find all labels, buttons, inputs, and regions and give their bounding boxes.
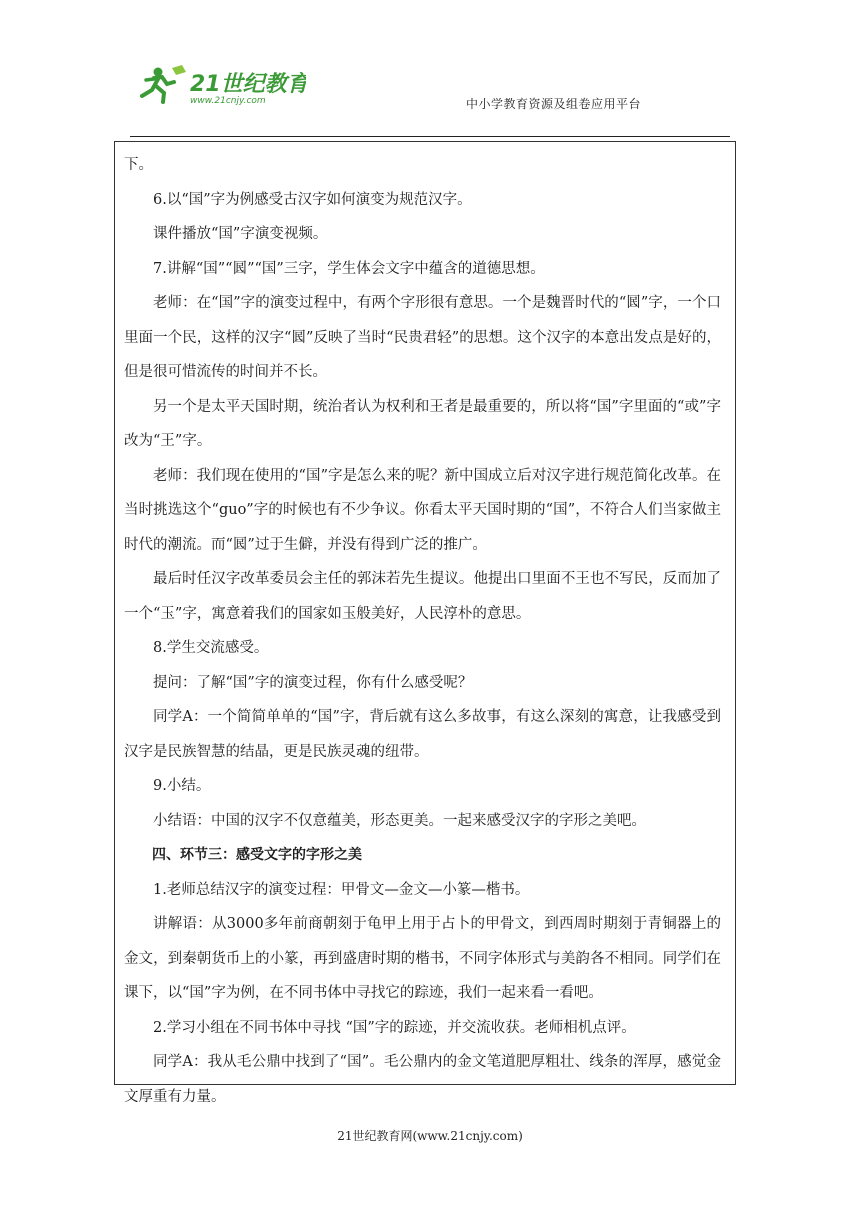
content-paragraph: 提问：了解“国”字的演变过程，你有什么感受呢？ [153,674,473,691]
logo-url: www.21cnjy.com [190,96,266,106]
logo-text: 21世纪教育 [190,72,306,97]
content-paragraph: 小结语：中国的汉字不仅意蕴美，形态更美。一起来感受汉字的字形之美吧。 [153,812,646,829]
content-paragraph: 老师：在“国”字的演变过程中，有两个字形很有意思。一个是魏晋时代的“囻”字，一个口里面一个民，这样的汉字“囻”反映了当时“民贵君轻”的思想。这个汉字的本意出发点是好的，但是很可惜流传的时间并不长。 [124,295,721,380]
content-paragraph: 最后时任汉字改革委员会主任的郭沫若先生提议。他提出口里面不王也不写民，反而加了一个“玉”字，寓意着我们的国家如玉般美好，人民淳朴的意思。 [124,571,721,622]
page-footer: 21世纪教育网(www.21cnjy.com) [337,1129,523,1143]
content-paragraph: 同学A：我从毛公鼎中找到了“国”。毛公鼎内的金文笔道肥厚粗壮、线条的浑厚，感觉金文厚重有力量。 [124,1054,721,1105]
content-paragraph: 2.学习小组在不同书体中寻找 “国”字的踪迹，并交流收获。老师相机点评。 [153,1019,636,1036]
content-paragraph: 9.小结。 [153,778,211,794]
lesson-content-table [114,141,736,1105]
content-paragraph: 7.讲解“国”“囻”“国”三字，学生体会文字中蕴含的道德思想。 [153,260,545,277]
content-paragraph: 老师：我们现在使用的“国”字是怎么来的呢？新中国成立后对汉字进行规范简化改革。在当时挑选这个“guo”字的时候也有不少争议。你看太平天国时期的“国”，不符合人们当家做主时代的潮流。而“囻”过于生僻，并没有得到广泛的推广。 [124,467,721,553]
site-logo [136,62,306,106]
content-paragraph: 8.学生交流感受。 [153,640,269,656]
content-paragraph: 课件播放“国”字演变视频。 [153,226,328,242]
content-paragraph: 另一个是太平天国时期，统治者认为权利和王者是最重要的，所以将“国”字里面的“或”字改为“王”字。 [124,398,721,449]
content-paragraph: 下。 [124,157,153,173]
header-divider [130,136,730,137]
content-paragraph: 同学A：一个简简单单的“国”字，背后就有这么多故事，有这么深刻的寓意，让我感受到汉字是民族智慧的结晶，更是民族灵魂的纽带。 [124,709,721,760]
content-paragraph: 讲解语：从3000多年前商朝刻于龟甲上用于占卜的甲骨文，到西周时期刻于青铜器上的金文，到秦朝货币上的小篆，再到盛唐时期的楷书，不同字体形式与美韵各不相同。同学们在课下，以“国”字为例，在不同书体中寻找它的踪迹，我们一起来看一看吧。 [124,916,721,1001]
platform-name: 中小学教育资源及组卷应用平台 [466,97,642,111]
section-heading: 四、环节三：感受文字的字形之美 [152,847,362,863]
content-paragraph: 1.老师总结汉字的演变过程：甲骨文—金文—小篆—楷书。 [153,881,530,898]
content-paragraph: 6.以“国”字为例感受古汉字如何演变为规范汉字。 [153,191,472,208]
runner-icon [142,65,186,102]
